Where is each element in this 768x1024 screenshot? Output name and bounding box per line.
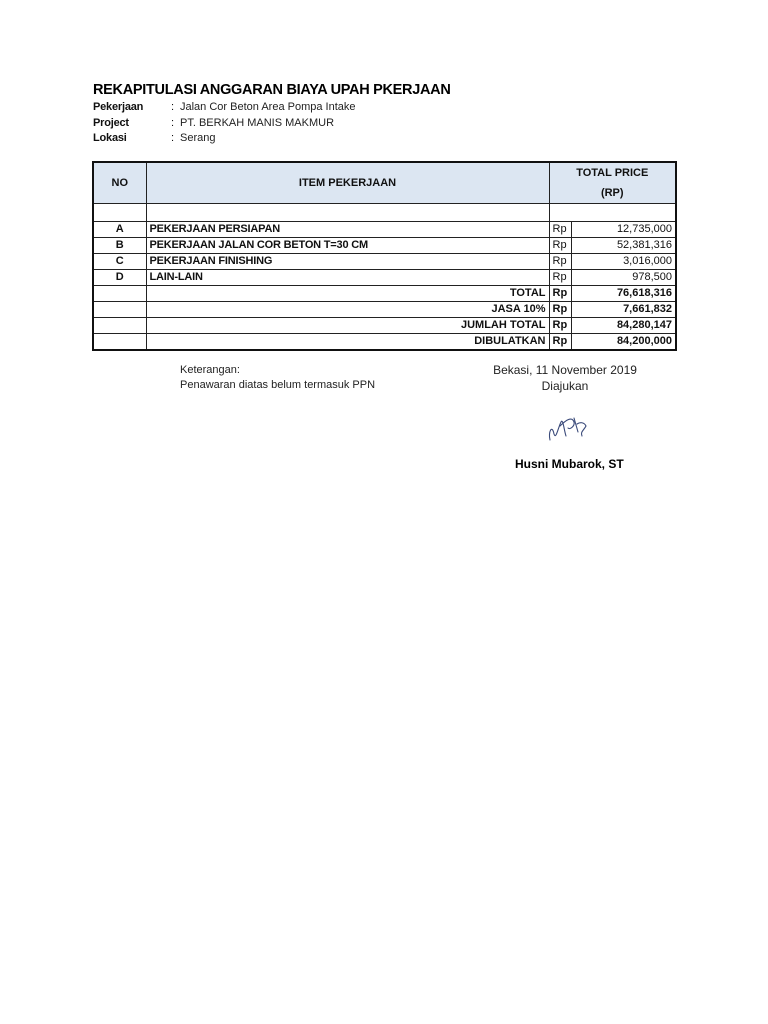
row-currency: Rp [549,270,571,286]
row-amount: 978,500 [571,270,676,286]
meta-label: Lokasi [93,132,127,144]
summary-amount: 84,280,147 [571,318,676,334]
table-row [93,270,676,286]
row-no: B [93,238,146,254]
table-row [93,254,676,270]
row-no: D [93,270,146,286]
signer-name: Husni Mubarok, ST [515,457,624,471]
budget-table [92,161,677,351]
table-spacer-row [93,204,676,222]
header-price-line2: (RP) [600,187,624,199]
summary-amount: 84,200,000 [571,334,676,351]
header-item: ITEM PEKERJAAN [146,162,549,204]
table-row [93,222,676,238]
meta-colon: : [171,132,175,144]
row-amount: 12,735,000 [571,222,676,238]
summary-label: TOTAL [146,286,549,302]
summary-currency: Rp [549,302,571,318]
summary-amount: 7,661,832 [571,302,676,318]
notes-text: Penawaran diatas belum termasuk PPN [180,379,376,391]
document-title: REKAPITULASI ANGGARAN BIAYA UPAH PKERJAAN [93,82,451,98]
row-no: A [93,222,146,238]
meta-colon: : [171,101,175,113]
row-item: PEKERJAAN JALAN COR BETON T=30 CM [146,238,549,254]
row-currency: Rp [549,254,571,270]
notes-block [180,363,375,393]
meta-label: Pekerjaan [93,101,144,113]
signature-block [480,362,650,394]
row-currency: Rp [549,238,571,254]
meta-colon: : [171,117,175,129]
summary-label: DIBULATKAN [146,334,549,351]
summary-currency: Rp [549,286,571,302]
summary-row-jasa [93,302,676,318]
summary-label: JUMLAH TOTAL [146,318,549,334]
row-amount: 52,381,316 [571,238,676,254]
header-price-line1: TOTAL PRICE [576,167,649,179]
row-item: LAIN-LAIN [146,270,549,286]
row-amount: 3,016,000 [571,254,676,270]
meta-label: Project [93,117,129,129]
summary-amount: 76,618,316 [571,286,676,302]
summary-currency: Rp [549,334,571,351]
table-row [93,238,676,254]
row-item: PEKERJAAN FINISHING [146,254,549,270]
summary-row-jumlah-total [93,318,676,334]
header-no: NO [93,162,146,204]
header-total-price [549,162,676,204]
row-no: C [93,254,146,270]
signer-role: Diajukan [541,379,589,393]
meta-value: PT. BERKAH MANIS MAKMUR [180,117,335,129]
handwritten-signature [544,410,590,444]
row-item: PEKERJAAN PERSIAPAN [146,222,549,238]
meta-value: Serang [180,132,216,144]
notes-heading: Keterangan: [180,364,240,376]
place-date: Bekasi, 11 November 2019 [493,363,637,377]
meta-value: Jalan Cor Beton Area Pompa Intake [180,101,356,113]
summary-row-dibulatkan [93,334,676,351]
row-currency: Rp [549,222,571,238]
summary-label: JASA 10% [146,302,549,318]
summary-row-total [93,286,676,302]
summary-currency: Rp [549,318,571,334]
